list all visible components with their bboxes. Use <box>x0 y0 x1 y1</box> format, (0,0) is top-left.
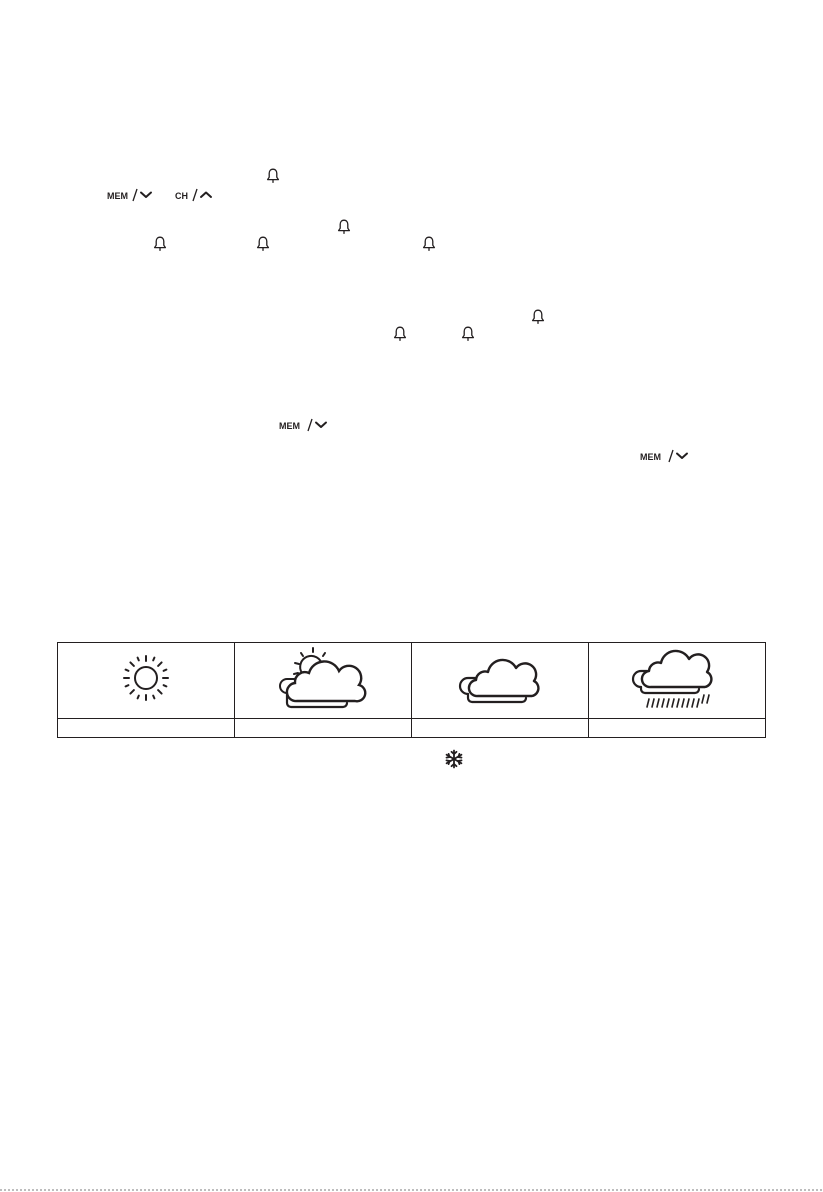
bell-icon <box>256 236 270 252</box>
ch-button-label: CH <box>175 191 188 201</box>
forecast-cell-cloudy <box>412 643 589 719</box>
bell-icon <box>461 326 475 342</box>
snowflake-icon <box>444 749 464 769</box>
forecast-label-partly-cloudy <box>235 719 412 738</box>
mem-button-label: MEM <box>107 191 128 201</box>
sun-icon <box>116 648 176 708</box>
rain-icon <box>627 645 727 711</box>
forecast-label-cloudy <box>412 719 589 738</box>
chevron-up-icon <box>189 188 219 202</box>
page-bottom-edge <box>0 1189 823 1191</box>
mem-button-label: MEM <box>279 421 300 431</box>
mem-button-label: MEM <box>640 452 661 462</box>
partly-cloudy-icon <box>273 645 373 711</box>
forecast-cell-rain <box>589 643 766 719</box>
chevron-down-icon <box>662 449 698 463</box>
chevron-down-icon <box>129 188 159 202</box>
forecast-label-rain <box>589 719 766 738</box>
forecast-label-sunny <box>58 719 235 738</box>
bell-icon <box>153 236 167 252</box>
bell-icon <box>393 326 407 342</box>
bell-icon <box>337 219 351 235</box>
forecast-icon-table <box>57 642 766 738</box>
cloudy-icon <box>450 648 550 708</box>
bell-icon <box>531 309 545 325</box>
bell-icon <box>422 236 436 252</box>
chevron-down-icon <box>301 418 337 432</box>
bell-icon <box>266 168 280 184</box>
forecast-cell-partly-cloudy <box>235 643 412 719</box>
forecast-cell-sunny <box>58 643 235 719</box>
